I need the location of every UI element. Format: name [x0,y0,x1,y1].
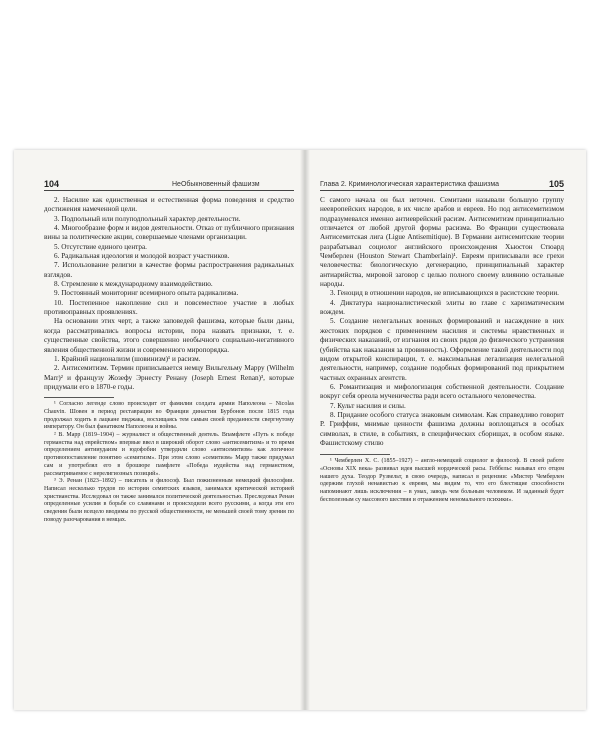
paragraph: 6. Радикальная идеология и молодой возраст участников. [54,252,230,261]
footnote: ³ Э. Ренан (1823–1892) – писатель и философ. Был пожизненным немецкий философии. Написал несколько трудов по истории семитских языков, занимался критической историей христианства. Исследовал он также занимался политической деятельностью. Преследовал Ренан определенные усилия в борьбе со славянами и происходили всего русскими, а когда эти его сведения были всецело вводимы по русской общественности, не меньшей своей тому зрения по поводу разочарования в немцах. [44,478,294,523]
paragraph: 1. Крайний национализм (шовинизм)¹ и расизм. [54,354,201,363]
right-page-header [320,176,564,191]
left-page-number: 104 [44,179,60,189]
left-footnotes [44,401,294,524]
footnote-separator [44,397,114,398]
paragraph: С самого начала он был неточен. Семитами называли большую группу неевропейских народов, в их числе арабов и евреев. Но под антисемитизмом подразумевался именно антиеврейский расизм. Антисемитизм принципиально отличается от любой другой формы расизма. Во Франции существовала Антисемитская лига (Ligue Antisemitique). В Германии антисемитские теории разрабатывал социолог английского происхождения Хьюстон Стюард Чемберлен (Houston Stewart Chamberlain)¹. Евреям приписывали все грехи человечества: биологическую дегенерацию, принципиальный характер антиарийства, мировой заговор с целью полного своему влиянию остальные народы. [320,196,564,289]
right-page-body [320,196,564,505]
right-footnotes [320,458,564,504]
left-running-title: НеОбыкновенный фашизм [172,181,260,188]
paragraph: 5. Создание нелегальных военных формирований и насаждение в них жестоких порядков с применением насилия и системы нравственных и физических наказаний, от изгнания из своих рядов до физического устранения (убийства как наказания за провинность). Оформление такой деятельности под видом открытой конспирации, т. е. максимальная легализация нелегальной деятельности, например, создание подобных формирований под прикрытием частных охранных агентств. [320,317,564,382]
paragraph: 3. Подпольный или полуподпольный характер деятельности. [54,214,241,223]
paragraph: 8. Стремление к международному взаимодействию. [54,280,213,289]
footnote: ² В. Марр (1819–1904) – журналист и общественный деятель. Впамфлете «Путь к победе германства над еврейством» впервые ввел в широкий оборот слово «антисемитизм» и то время определением антииудаизм и юдофобии утвердили слово «антисемитизм» как логичное противопоставление понятию «семитизм». При этом слово «семитизм» Марр также придумал сам и употреблял его в брошюре памфлете «Победа иудейства над германством, рассматриваемое с нерелигиозных позиций». [44,432,294,477]
book-spread [14,150,586,710]
footnote-separator [320,454,390,455]
paragraph: 4. Диктатура националистической элиты во главе с харизматическим вождем. [320,298,564,317]
paragraph: 7. Использование религии в качестве формы распространения радикальных взглядов. [44,261,294,279]
paragraph: 7. Культ насилия и силы. [330,401,406,410]
paragraph: 8. Придание особого статуса знаковым символам. Как справедливо говорит Р. Гриффин, мнимые ценности фашизма должны воплощаться в особых символах, в стиле, в событиях, в специфических сборищах, в особом языке. Фашистскому стилю [320,410,564,447]
paragraph: 2. Антисемитизм. Термин приписывается немцу Вильгельму Марру (Wilhelm Marr)² и французу Жозефу Эрнесту Ренану (Joseph Ernest Renan)³, которые придумали его в 1870-е годы. [44,364,294,391]
paragraph: 2. Насилие как единственная и естественная форма поведения и средство достижения намеченной цели. [44,196,294,214]
footnote: ¹ Согласно легенде слово происходит от фамилии солдата армии Наполеона – Nicolas Chauvin. Шовен в период реставрации во Франции династии Бурбонов после 1815 года продолжал ходить в лацкане пиджака, восхищаясь тем самым своей преданности свергнутому императору. Он был фанатиком Наполеона и войны. [44,401,294,431]
right-running-title: Глава 2. Криминологическая характеристика фашизма [320,181,500,188]
right-page-number: 105 [548,179,564,189]
paragraph: 6. Романтизация и мифологизация собственной деятельности. Создание вокруг себя ореола мученичества ради всего остального человечества. [320,382,564,401]
right-page [308,150,586,710]
footnote: ¹ Чемберлен Х. С. (1855–1927) – англо-немецкий социолог и философ. В своей работе «Основы XIX века» развивал идея высшей нордической расы. Геббельс называл его отцом нашего духа. Теодор Рузвельт, в свою очередь, написал в рецензии: «Мистер Чемберлен одержим глухой ненавистью к евреям, мы видим то, что его блестящие способности напоминают лишь исключения – в умах, заводь чем больным человеком. И заданный будет бесполезным су массового шествия и отражением неномального психики». [320,458,564,503]
paragraph: На основании этих черт, а также заповедей фашизма, которые были даны, когда рассматривались вопросы истории, пора назвать признаки, т. е. существенные свойства, этого совершенно необычного социально-негативного явления общественной жизни и современного миропорядка. [44,317,294,354]
paragraph: 5. Отсутствие единого центра. [54,242,147,251]
paragraph: 3. Геноцид в отношении народов, не вписывающихся в расистские теории. [330,289,559,298]
paragraph: 9. Постоянный мониторинг всемирного опыта радикализма. [54,289,239,298]
left-page-header [44,176,294,191]
left-page [14,150,304,710]
paragraph: 10. Постепенное накопление сил и повсеместное участие в любых противоправных проявлениях. [44,298,294,317]
paragraph: 4. Многообразие форм и видов деятельности. Отказ от публичного признания вины за политические акции, совершаемые членами организации. [44,224,294,242]
left-page-body [44,196,294,524]
